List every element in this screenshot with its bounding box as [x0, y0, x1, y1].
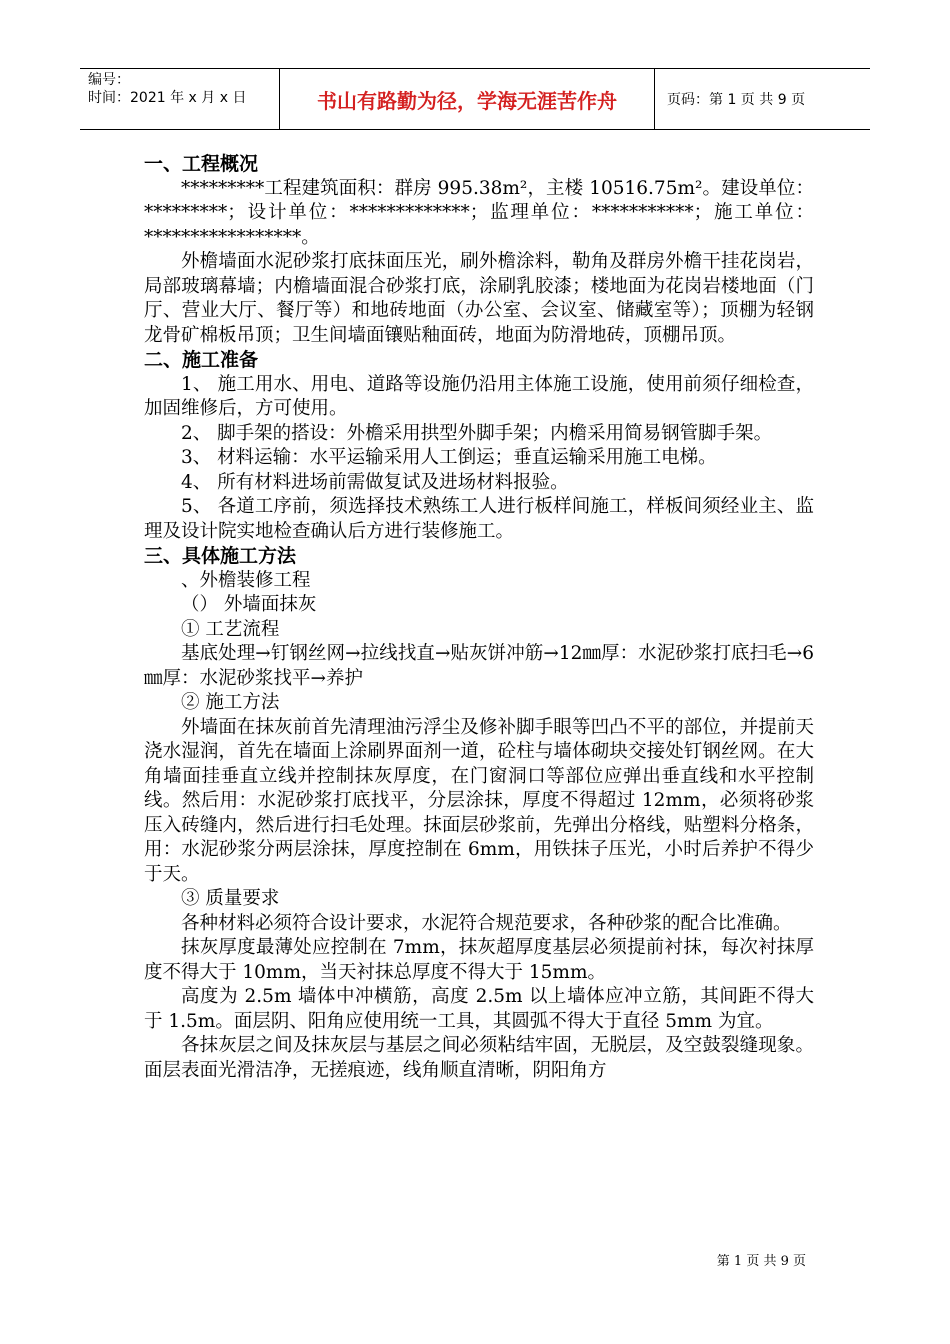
subheading: ① 工艺流程: [181, 618, 280, 640]
header-page-label: 页码：第 1 页 共 9 页: [667, 92, 806, 108]
time-label: 时间：2021 年 x 月 x 日: [88, 90, 247, 106]
paragraph: 5、 各道工序前，须选择技术熟练工人进行板样间施工，样板间须经业主、监理及设计院实地检查确认后方进行装修施工。: [144, 496, 814, 542]
paragraph: 高度为 2.5m 墙体中冲横筋，高度 2.5m 以上墙体应冲立筋，其间距不得大于 1.5m。面层阴、阳角应使用统一工具，其圆弧不得大于直径 5mm 为宜。: [144, 986, 814, 1032]
subheading: 、外檐装修工程: [181, 569, 311, 591]
subheading: ③ 质量要求: [181, 888, 280, 909]
header-table: [80, 68, 870, 130]
paragraph: 3、 材料运输：水平运输采用人工倒运；垂直运输采用施工电梯。: [181, 447, 717, 468]
header-motto: 书山有路勤为径，学海无涯苦作舟: [280, 69, 655, 129]
paragraph: 基底处理→钉钢丝网→拉线找直→贴灰饼冲筋→12㎜厚：水泥砂浆打底扫毛→6㎜厚：水泥砂浆找平→养护: [144, 643, 814, 689]
paragraph: *********工程建筑面积：群房 995.38m²，主楼 10516.75m²。建设单位：*********；设计单位：*************；监理单位：***********；施工单位：*****************。: [144, 177, 814, 248]
paragraph: 外檐墙面水泥砂浆打底抹面压光，刷外檐涂料，勒角及群房外檐干挂花岗岩，局部玻璃幕墙；内檐墙面混合砂浆打底，涂刷乳胶漆；楼地面为花岗岩楼地面（门厅、营业大厅、餐厅等）和地砖地面（办公室、会议室、储藏室等）；顶棚为轻钢龙骨矿棉板吊顶；卫生间墙面镶贴釉面砖，地面为防滑地砖，顶棚吊顶。: [144, 251, 814, 346]
paragraph: 抹灰厚度最薄处应控制在 7mm，抹灰超厚度基层必须提前衬抹，每次衬抹厚度不得大于 10mm，当天衬抹总厚度不得大于 15mm。: [144, 937, 814, 983]
paragraph: 4、 所有材料进场前需做复试及进场材料报验。: [181, 471, 569, 493]
paragraph: 外墙面在抹灰前首先清理油污浮尘及修补脚手眼等凹凸不平的部位，并提前天浇水湿润，首先在墙面上涂刷界面剂一道，砼柱与墙体砌块交接处钉钢丝网。在大角墙面挂垂直立线并控制抹灰厚度，在门窗洞口等部位应弹出垂直线和水平控制线。然后用：水泥砂浆打底找平，分层涂抹，厚度不得超过 12mm，必须将砂浆压入砖缝内，然后进行扫毛处理。抹面层砂浆前，先弹出分格线，贴塑料分格条，用：水泥砂浆分两层涂抹，厚度控制在 6mm，用铁抹子压光，小时后养护不得少于天。: [144, 716, 814, 885]
subheading: ② 施工方法: [181, 692, 280, 713]
paragraph: 1、 施工用水、用电、道路等设施仍沿用主体施工设施，使用前须仔细检查，加固维修后，方可使用。: [144, 373, 814, 419]
section-heading: 二、施工准备: [144, 349, 259, 371]
header-meta: [80, 69, 280, 129]
document-body: [144, 152, 814, 1083]
page-footer: 第 1 页 共 9 页: [716, 1254, 806, 1269]
section-heading: 三、具体施工方法: [144, 545, 297, 567]
paragraph: 2、 脚手架的搭设：外檐采用拱型外脚手架；内檐采用简易钢管脚手架。: [181, 422, 773, 444]
section-heading: 一、工程概况: [144, 153, 259, 175]
paragraph: 各种材料必须符合设计要求，水泥符合规范要求，各种砂浆的配合比准确。: [181, 912, 792, 934]
code-label: 编号：: [88, 72, 130, 88]
paragraph: 各抹灰层之间及抹灰层与基层之间必须粘结牢固，无脱层，及空鼓裂缝现象。面层表面光滑洁净，无搓痕迹，线角顺直清晰，阴阳角方: [144, 1035, 814, 1081]
subheading: （） 外墙面抹灰: [181, 594, 317, 615]
